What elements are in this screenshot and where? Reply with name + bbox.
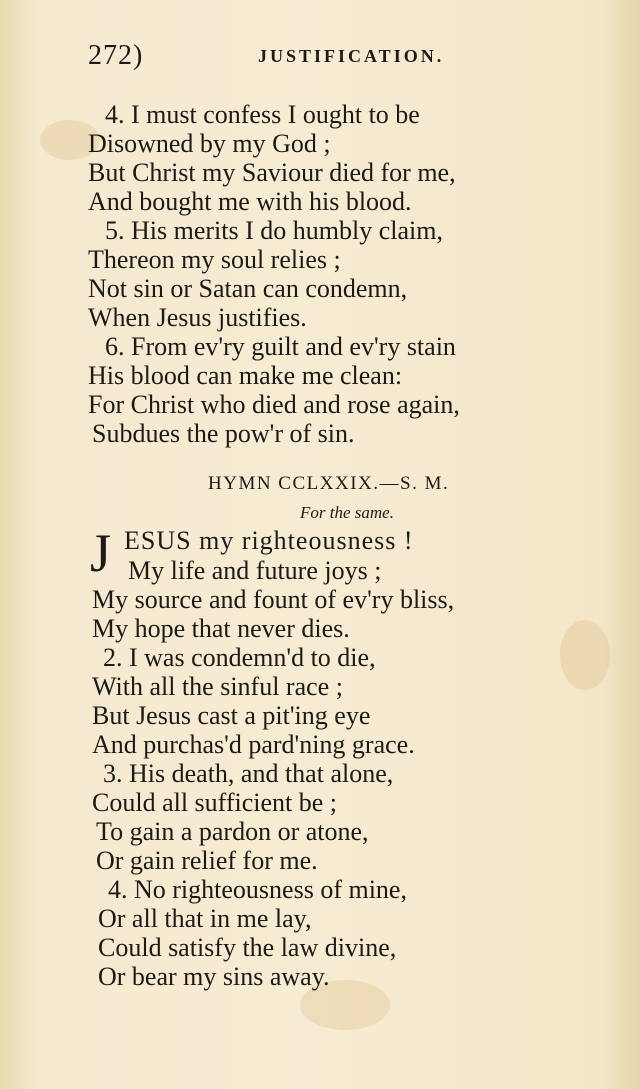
page-header xyxy=(88,40,488,80)
verse-line: My source and fount of ev'ry bliss, xyxy=(92,585,455,614)
verse-line: Subdues the pow'r of sin. xyxy=(92,419,355,448)
verse-line: Or all that in me lay, xyxy=(98,904,312,933)
running-head: JUSTIFICATION. xyxy=(258,46,445,66)
page-number: 272) xyxy=(88,40,144,71)
verse-line: Or bear my sins away. xyxy=(98,962,330,991)
verse-line: And purchas'd pard'ning grace. xyxy=(92,730,415,759)
verse-line: My hope that never dies. xyxy=(92,614,350,643)
verse-line: Thereon my soul relies ; xyxy=(88,245,341,274)
verse-line: But Christ my Saviour died for me, xyxy=(88,158,456,187)
verse-line: Could satisfy the law divine, xyxy=(98,933,397,962)
verse-line: But Jesus cast a pit'ing eye xyxy=(92,701,371,730)
verse-line: Disowned by my God ; xyxy=(88,129,331,158)
hymn-first-line: ESUS my righteousness ! xyxy=(124,526,414,555)
verse-line: 6. From ev'ry guilt and ev'ry stain xyxy=(105,332,456,361)
verse-line: And bought me with his blood. xyxy=(88,187,412,216)
verse-line: To gain a pardon or atone, xyxy=(96,817,369,846)
drop-cap: J xyxy=(90,523,112,583)
verse-line: 2. I was condemn'd to die, xyxy=(103,643,376,672)
verse-line: 4. I must confess I ought to be xyxy=(105,100,420,129)
verse-line: When Jesus justifies. xyxy=(88,303,307,332)
verse-line: 4. No righteousness of mine, xyxy=(108,875,407,904)
verse-line: Not sin or Satan can condemn, xyxy=(88,274,408,303)
verse-line: Or gain relief for me. xyxy=(96,846,318,875)
verse-line: My life and future joys ; xyxy=(128,556,382,585)
verse-line: With all the sinful race ; xyxy=(92,672,343,701)
verse-line: 5. His merits I do humbly claim, xyxy=(105,216,443,245)
verse-line: For Christ who died and rose again, xyxy=(88,390,460,419)
paper-stain xyxy=(560,620,610,690)
hymn-subtitle: For the same. xyxy=(300,503,394,522)
hymn-title: HYMN CCLXXIX.—S. M. xyxy=(208,473,450,494)
verse-line: His blood can make me clean: xyxy=(88,361,403,390)
verse-line: Could all sufficient be ; xyxy=(92,788,338,817)
verse-line: 3. His death, and that alone, xyxy=(103,759,394,788)
